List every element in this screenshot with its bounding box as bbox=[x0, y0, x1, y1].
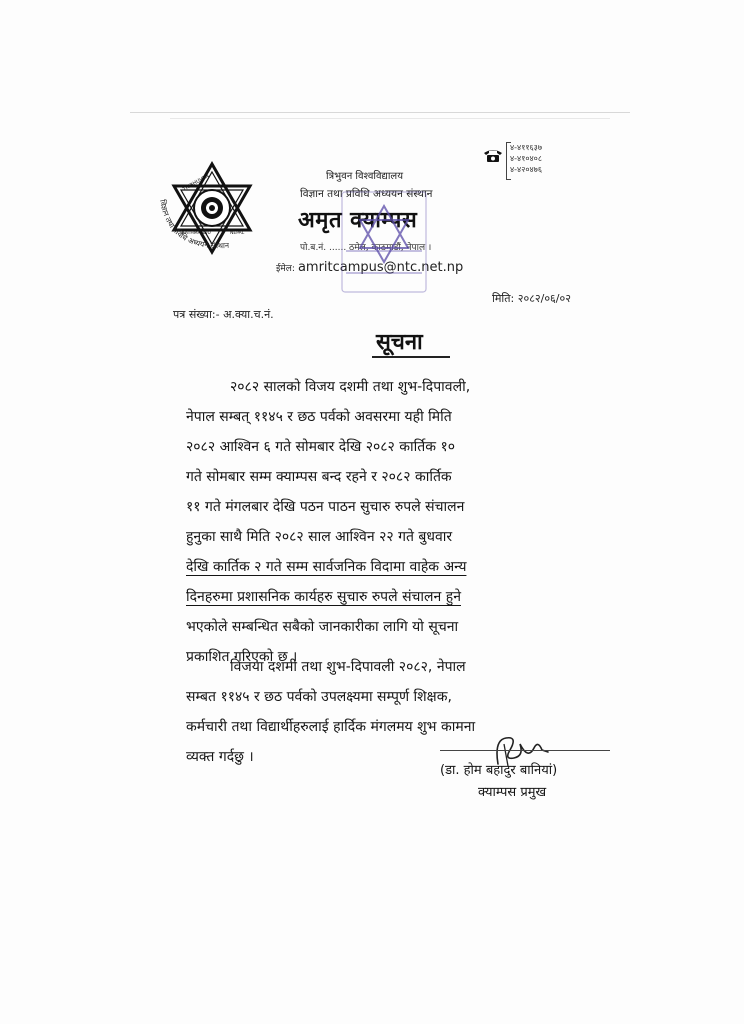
official-stamp bbox=[338, 188, 430, 296]
text-line: नेपाल सम्बत् ११४५ र छठ पर्वको अवसरमा यही मिति bbox=[186, 409, 452, 425]
text-line: दिनहरुमा प्रशासनिक कार्यहरु सुचारु रुपले संचालन हुने bbox=[186, 589, 461, 605]
notice-paragraph-1 bbox=[186, 372, 470, 672]
text-line: विजया दशमी तथा शुभ-दिपावली २०८२, नेपाल bbox=[230, 659, 466, 675]
campus-name: अमृत क्याम्पस bbox=[298, 208, 418, 233]
text-line: सम्बत ११४५ र छठ पर्वको उपलक्ष्यमा सम्पूर्ण शिक्षक, bbox=[186, 689, 452, 705]
text-line: गते सोमबार सम्म क्याम्पस बन्द रहने र २०८२ कार्तिक bbox=[186, 469, 452, 485]
text-line: २०८२ आश्विन ६ गते सोमबार देखि २०८२ कार्तिक १० bbox=[186, 439, 456, 455]
text-line: देखि कार्तिक २ गते सम्म सार्वजनिक विदामा वाहेक अन्य bbox=[186, 559, 467, 575]
letter-date: मिति: २०८२/०६/०२ bbox=[492, 292, 571, 305]
logo-text: TRIBHUVAN bbox=[182, 172, 211, 193]
institute-name: विज्ञान तथा प्रविधि अध्ययन संस्थान bbox=[300, 188, 433, 200]
phone-numbers bbox=[510, 142, 542, 175]
university-name: त्रिभुवन विश्वविद्यालय bbox=[326, 171, 404, 182]
title-underline bbox=[372, 356, 450, 358]
email-label: ईमेल: bbox=[276, 264, 295, 274]
logo-caption: विज्ञान तथा प्रविधि अध्ययन संस्थान bbox=[158, 198, 230, 251]
reference-number: पत्र संख्या:- अ.क्या.च.नं. bbox=[173, 308, 274, 321]
address: पो.ब.नं. ...... ठमेल, काठमाडौं, नेपाल । bbox=[300, 243, 432, 253]
text-line: २०८२ सालको विजय दशमी तथा शुभ-दिपावली, bbox=[230, 379, 471, 395]
text-line: भएकोले सम्बन्धित सबैको जानकारीका लागि यो सूचना bbox=[186, 619, 459, 635]
notice-paragraph-2 bbox=[186, 652, 475, 772]
logo-text: KATHMANDU bbox=[182, 231, 211, 236]
notice-title: सूचना bbox=[376, 330, 423, 355]
text-line: हुनुका साथै मिति २०८२ साल आश्विन २२ गते बुधवार bbox=[186, 529, 453, 545]
signatory-role: क्याम्पस प्रमुख bbox=[478, 785, 547, 800]
phone-number[interactable]: ४-४१०४०८ bbox=[510, 154, 543, 163]
text-line: व्यक्त गर्दछु । bbox=[186, 749, 254, 765]
telephone-icon bbox=[482, 147, 504, 163]
paper-edge bbox=[170, 118, 610, 119]
text-line: ११ गते मंगलबार देखि पठन पाठन सुचारु रुपले संचालन bbox=[186, 499, 465, 515]
logo-text: NEPAL bbox=[230, 231, 245, 236]
text-line: प्रकाशित गरिएको छ । bbox=[186, 649, 298, 665]
signatory-name: (डा. होम बहादुर बानियां) bbox=[440, 763, 558, 778]
phone-number[interactable]: ४-४२०४७६ bbox=[510, 165, 543, 174]
text-line: कर्मचारी तथा विद्यार्थीहरुलाई हार्दिक मंगलमय शुभ कामना bbox=[186, 719, 476, 735]
paper-edge bbox=[130, 112, 630, 113]
signature-line bbox=[440, 750, 610, 751]
phone-number[interactable]: ४-४११६३७ bbox=[510, 143, 543, 152]
university-logo bbox=[150, 160, 290, 280]
email-address[interactable]: amritcampus@ntc.net.np bbox=[297, 260, 464, 275]
